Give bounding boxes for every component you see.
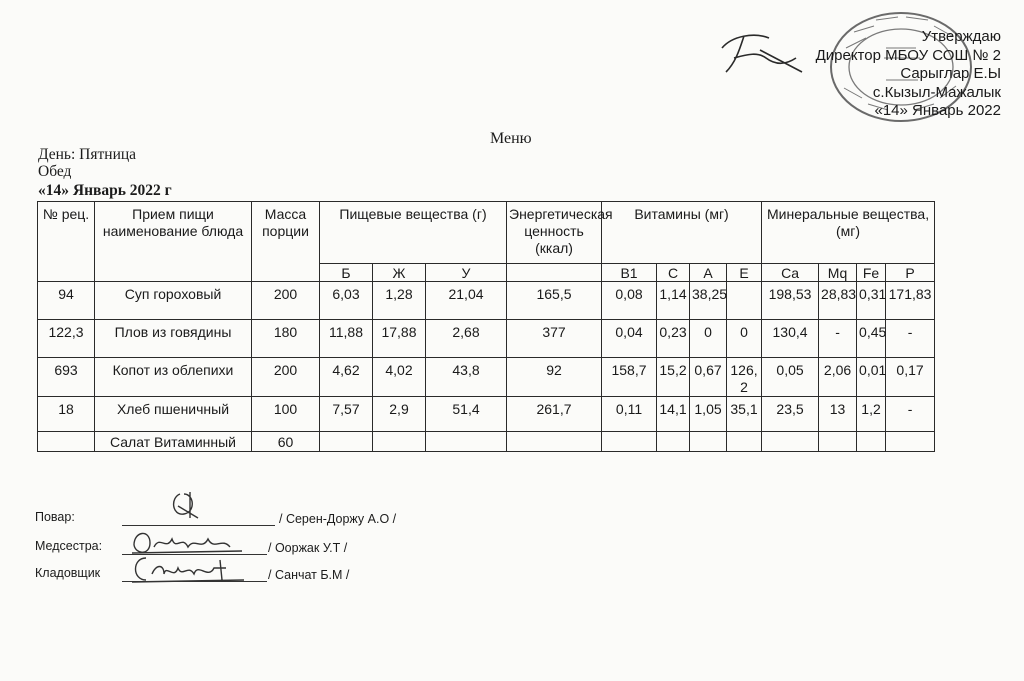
staff-name: / Серен-Доржу А.О /	[279, 512, 397, 526]
cell-mass: 180	[252, 320, 320, 358]
subheader-fe: Fe	[857, 264, 886, 282]
cell-b1	[602, 432, 657, 452]
cell-b: 7,57	[320, 397, 373, 432]
cell-p: 0,17	[886, 358, 935, 397]
subheader-b1: B1	[602, 264, 657, 282]
cell-b1: 0,08	[602, 282, 657, 320]
approval-block	[781, 28, 1001, 121]
approval-line-approve: Утверждаю	[921, 28, 1001, 45]
header-dish: Прием пищи наименование блюда	[95, 202, 252, 282]
cell-b: 4,62	[320, 358, 373, 397]
cell-ca: 130,4	[762, 320, 819, 358]
storekeeper-signature	[130, 550, 250, 586]
staff-role: Повар:	[35, 510, 75, 524]
table-row	[38, 320, 935, 358]
subheader-a: A	[690, 264, 727, 282]
table-row	[38, 432, 935, 452]
cell-zh	[373, 432, 426, 452]
approval-line-name: Сарыглар Е.Ы	[900, 65, 1001, 82]
cell-fe: 1,2	[857, 397, 886, 432]
header-nutrients: Пищевые вещества (г)	[320, 202, 507, 264]
cell-mass: 100	[252, 397, 320, 432]
cell-p	[886, 432, 935, 452]
table-header-row	[38, 202, 935, 264]
cell-c	[657, 432, 690, 452]
cell-e: 35,1	[727, 397, 762, 432]
cell-energy: 261,7	[507, 397, 602, 432]
staff-role: Медсестра:	[35, 539, 103, 553]
header-rec-no: № рец.	[38, 202, 95, 282]
approval-line-director: Директор МБОУ СОШ № 2	[815, 46, 1001, 64]
menu-table	[37, 201, 935, 452]
cell-u: 51,4	[426, 397, 507, 432]
subheader-c: C	[657, 264, 690, 282]
cell-a: 38,25	[690, 282, 727, 320]
header-vitamins: Витамины (мг)	[602, 202, 762, 264]
subheader-mg: Mq	[819, 264, 857, 282]
staff-name: / Ооржак У.Т /	[268, 541, 348, 555]
cell-zh: 1,28	[373, 282, 426, 320]
subheader-ca: Ca	[762, 264, 819, 282]
document-title: Меню	[490, 130, 532, 147]
cell-rec: 94	[38, 282, 95, 320]
cell-energy	[507, 432, 602, 452]
subheader-b: Б	[320, 264, 373, 282]
cell-rec: 122,3	[38, 320, 95, 358]
cell-a: 1,05	[690, 397, 727, 432]
cell-e: 126,2	[727, 358, 762, 397]
subheader-e: E	[727, 264, 762, 282]
day-label: День: Пятница	[38, 146, 137, 163]
cell-e: 0	[727, 320, 762, 358]
cell-c: 1,14	[657, 282, 690, 320]
cell-mass: 200	[252, 358, 320, 397]
cell-b1: 0,11	[602, 397, 657, 432]
cell-b1: 0,04	[602, 320, 657, 358]
cell-energy: 165,5	[507, 282, 602, 320]
cell-rec: 693	[38, 358, 95, 397]
cell-fe: 0,31	[857, 282, 886, 320]
staff-name: / Санчат Б.М /	[268, 568, 350, 582]
cell-u: 43,8	[426, 358, 507, 397]
cell-b1: 158,7	[602, 358, 657, 397]
cell-fe: 0,01	[857, 358, 886, 397]
cell-mass: 200	[252, 282, 320, 320]
approval-line-village: с.Кызыл-Мажалык	[872, 83, 1001, 101]
table-row	[38, 397, 935, 432]
subheader-u: У	[426, 264, 507, 282]
cell-rec	[38, 432, 95, 452]
header-minerals: Минеральные вещества, (мг)	[762, 202, 935, 264]
cell-energy: 377	[507, 320, 602, 358]
cell-mg: 28,83	[819, 282, 857, 320]
cell-b	[320, 432, 373, 452]
header-energy: Энергетическая ценность (ккал)	[507, 202, 602, 264]
table-row	[38, 358, 935, 397]
cell-p: -	[886, 397, 935, 432]
cell-energy: 92	[507, 358, 602, 397]
cell-zh: 4,02	[373, 358, 426, 397]
cell-a: 0	[690, 320, 727, 358]
cook-signature	[150, 488, 220, 526]
cell-ca: 0,05	[762, 358, 819, 397]
cell-u: 21,04	[426, 282, 507, 320]
cell-u: 2,68	[426, 320, 507, 358]
cell-e	[727, 432, 762, 452]
cell-c: 15,2	[657, 358, 690, 397]
cell-mg	[819, 432, 857, 452]
cell-ca	[762, 432, 819, 452]
cell-rec: 18	[38, 397, 95, 432]
cell-zh: 17,88	[373, 320, 426, 358]
meal-label: Обед	[38, 163, 72, 180]
cell-b: 11,88	[320, 320, 373, 358]
cell-c: 14,1	[657, 397, 690, 432]
subheader-zh: Ж	[373, 264, 426, 282]
approval-line-date: «14» Январь 2022	[874, 102, 1001, 119]
cell-fe	[857, 432, 886, 452]
header-mass: Масса порции	[252, 202, 320, 282]
cell-u	[426, 432, 507, 452]
date-label: «14» Январь 2022 г	[38, 182, 172, 199]
cell-c: 0,23	[657, 320, 690, 358]
cell-e	[727, 282, 762, 320]
cell-ca: 198,53	[762, 282, 819, 320]
cell-mass: 60	[252, 432, 320, 452]
subheader-p: P	[886, 264, 935, 282]
cell-dish: Салат Витаминный	[95, 432, 252, 452]
cell-mg: 13	[819, 397, 857, 432]
cell-zh: 2,9	[373, 397, 426, 432]
cell-dish: Хлеб пшеничный	[95, 397, 252, 432]
cell-b: 6,03	[320, 282, 373, 320]
cell-p: 171,83	[886, 282, 935, 320]
cell-p: -	[886, 320, 935, 358]
cell-a: 0,67	[690, 358, 727, 397]
cell-dish: Копот из облепихи	[95, 358, 252, 397]
cell-ca: 23,5	[762, 397, 819, 432]
subheader-energy-empty	[507, 264, 602, 282]
cell-mg: -	[819, 320, 857, 358]
cell-mg: 2,06	[819, 358, 857, 397]
cell-fe: 0,45	[857, 320, 886, 358]
cell-dish: Плов из говядины	[95, 320, 252, 358]
table-row	[38, 282, 935, 320]
cell-dish: Суп гороховый	[95, 282, 252, 320]
cell-a	[690, 432, 727, 452]
staff-role: Кладовщик	[35, 566, 101, 580]
